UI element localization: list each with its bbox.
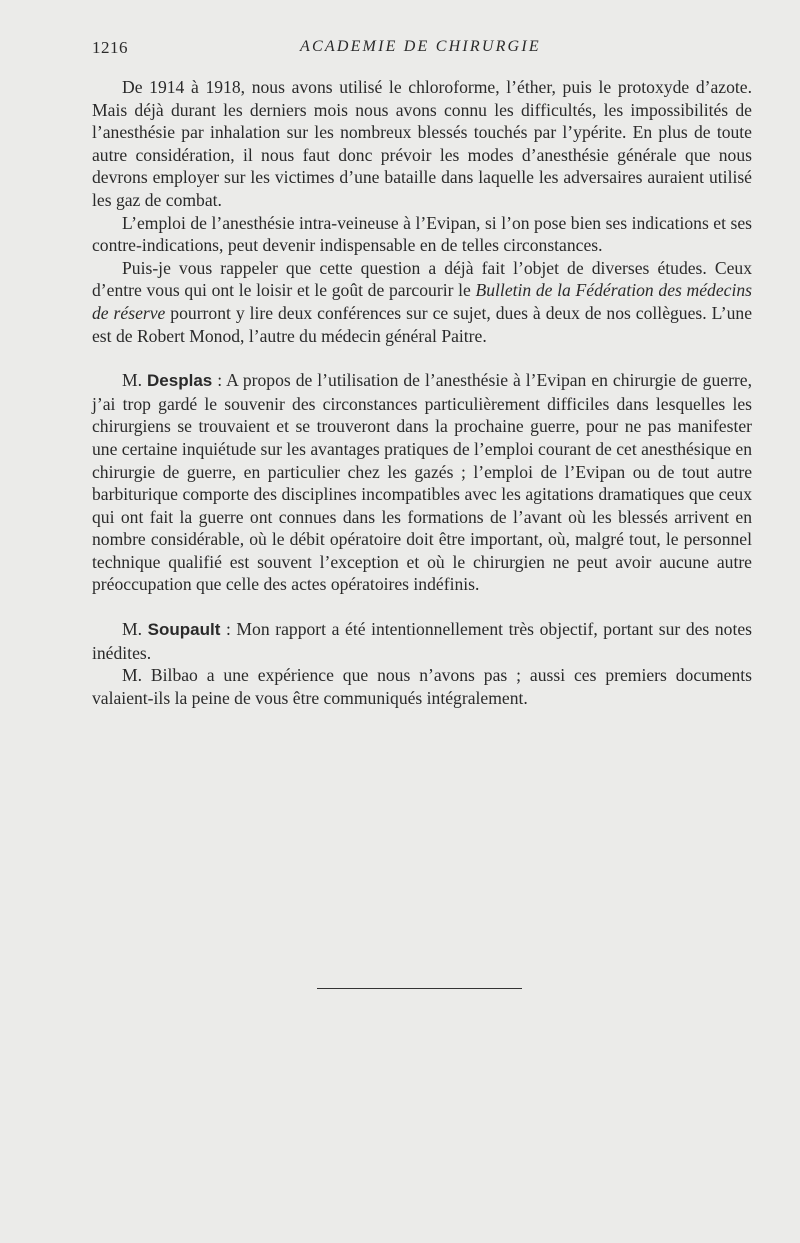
paragraph-text: : Mon rapport a été intentionnellement très objectif, portant sur des notes inédites. (92, 619, 752, 663)
speaker-prefix: M. (122, 370, 148, 391)
bulletin-title: Bulletin de la Fédération des médecins de réserve (92, 280, 752, 323)
paragraph-text: L’emploi de l’anesthésie intra-veineuse à l’Evipan, si l’on pose bien ses indications et ses contre-indications, peut devenir indispensable en de telles circonstances. (92, 212, 752, 256)
running-header (92, 38, 752, 62)
paragraph-prior-studies (92, 257, 752, 347)
paragraph-desplas-remarks (92, 369, 752, 596)
paragraph-anesthesia-history (92, 76, 752, 212)
running-title: ACADEMIE DE CHIRURGIE (300, 38, 541, 55)
paragraph-text: De 1914 à 1918, nous avons utilisé le chloroforme, l’éther, puis le protoxyde d’azote. Mais déjà durant les derniers mois nous avons connu les difficultés, les impossibilités de l’anesthésie par inhalation sur les nombreux blessés touchés par l’ypérite. En plus de toute autre considération, il nous faut donc prévoir les modes d’anesthésie générale que nous devrons employer sur les victimes d’une bataille dans laquelle les adversaires auraient utilisé les gaz de combat. (92, 77, 752, 210)
paragraph-bilbao-experience (92, 664, 752, 709)
body-text (92, 76, 752, 709)
paragraph-text: M. Bilbao a une expérience que nous n’avons pas ; aussi ces premiers documents valaient-ils la peine de vous être communiqués intégralement. (92, 665, 752, 708)
speaker-name: Soupault (147, 620, 221, 640)
paragraph-text: pourront y lire deux conférences sur ce sujet, dues à deux de nos collègues. L’une est de Robert Monod, l’autre du médecin général Paitre. (92, 302, 752, 346)
paragraph-text: Puis-je vous rappeler que cette question a déjà fait l’objet de diverses études. Ceux d’entre vous qui ont le loisir et le goût de parcourir le (92, 257, 752, 301)
page-number: 1216 (92, 38, 128, 57)
paragraph-evipan-use (92, 212, 752, 257)
speaker-name: Desplas (147, 371, 213, 391)
section-divider (317, 988, 522, 989)
speaker-prefix: M. (122, 619, 148, 640)
paragraph-text: : A propos de l’utilisation de l’anesthésie à l’Evipan en chirurgie de guerre, j’ai trop gardé le souvenir des circonstances particulièrement difficiles dans lesquelles les chirurgiens se trouvaient et se trouveront dans la prochaine guerre, pour ne pas manifester une certaine inquiétude sur les avantages pratiques de l’emploi courant de cet anesthésique en chirurgie de guerre, en particulier chez les gazés ; l’emploi de l’Evipan ou de tout autre barbiturique comporte des disciplines incompatibles avec les agitations dramatiques que ceux qui ont fait la guerre ont connues dans les formations de l’avant où les blessés arrivent en nombre considérable, où le débit opératoire doit être important, où, malgré tout, le personnel technique qualifié est souvent l’exception et où le chirurgien ne peut avoir aucune autre préoccupation que celle des actes opératoires indéfinis. (92, 370, 752, 595)
paragraph-soupault-remarks (92, 618, 752, 664)
